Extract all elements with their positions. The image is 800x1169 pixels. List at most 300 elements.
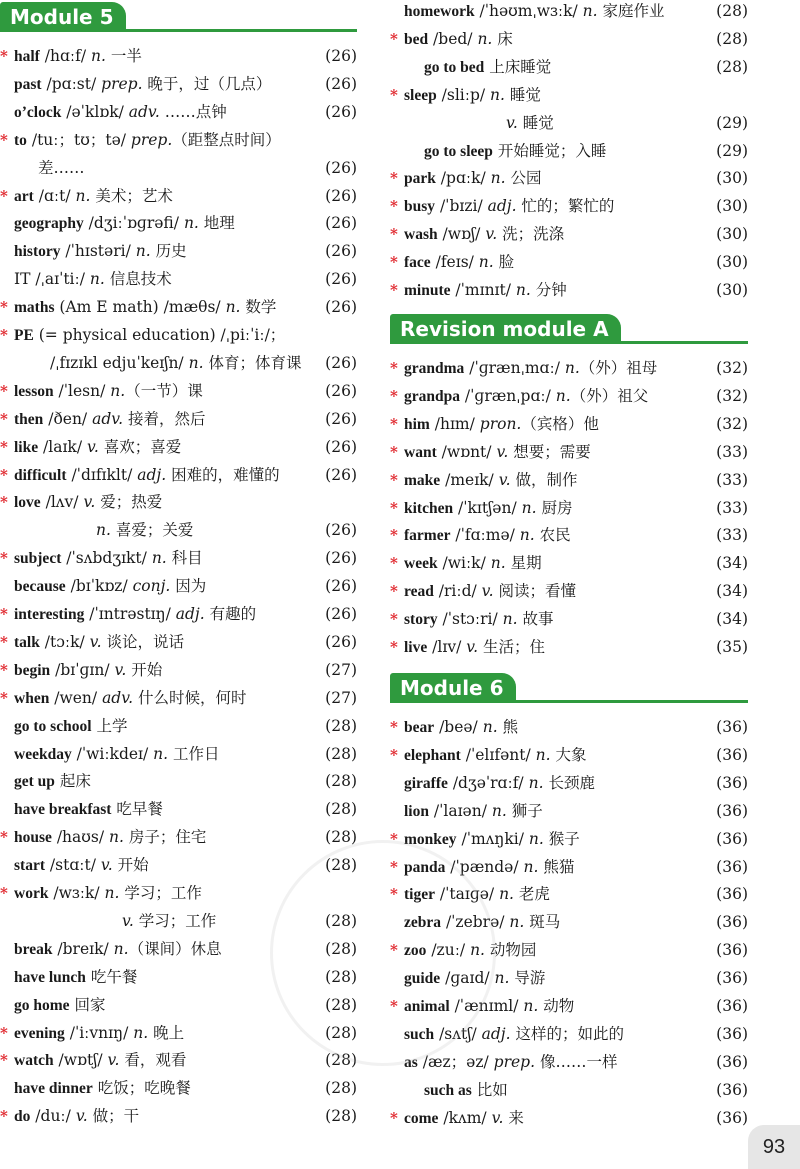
phonetic: /ˈænɪml/: [449, 997, 524, 1015]
page-reference: (36): [716, 941, 748, 960]
headword: begin: [14, 661, 51, 679]
vocab-entry: [390, 634, 748, 660]
page-reference: (26): [325, 381, 357, 400]
heading-rule: [0, 29, 357, 32]
page-reference: (33): [716, 442, 748, 461]
definition: 吃午餐: [90, 967, 138, 986]
definition: 地理: [198, 214, 235, 233]
vocab-entry: [0, 462, 357, 488]
phonetic: /tɔːk/: [39, 632, 90, 651]
entry-text: [404, 770, 704, 797]
phonetic: /sʌtʃ/: [434, 1024, 482, 1043]
vocab-entry: [390, 54, 748, 80]
page-reference: (35): [716, 638, 748, 656]
phonetic: /wen/: [49, 688, 103, 707]
entry-text: [506, 110, 704, 137]
phonetic: /ðen/: [43, 409, 93, 428]
page-reference: (36): [716, 718, 748, 736]
headword: grandpa: [404, 387, 460, 405]
page-reference: (26): [325, 549, 357, 568]
vocab-entry: [390, 495, 748, 521]
definition: 熊: [497, 718, 519, 736]
phonetic: /beə/: [434, 718, 483, 736]
entry-text: [404, 714, 704, 741]
vocab-entry: [390, 798, 748, 824]
part-of-speech: prep.: [493, 1052, 536, 1071]
definition: 猴子: [543, 829, 580, 848]
phonetic: /lʌv/: [40, 493, 84, 512]
entry-text: [14, 629, 313, 656]
definition: （外）祖母: [579, 359, 658, 377]
page-reference: (36): [716, 885, 748, 904]
phonetic: /wɒʃ/: [437, 225, 486, 244]
entry-text: [14, 657, 313, 684]
part-of-speech: pron.: [479, 414, 522, 433]
page-reference: (28): [325, 856, 357, 875]
definition: 回家: [74, 995, 106, 1014]
definition: 老虎: [514, 885, 550, 904]
entry-text: [14, 462, 313, 489]
headword: such as: [424, 1081, 472, 1099]
vocab-entry: [390, 249, 748, 275]
headword: break: [14, 940, 53, 958]
part-of-speech: v.: [89, 632, 102, 651]
entry-text: [404, 798, 704, 825]
required-word-asterisk-icon: *: [390, 442, 398, 461]
required-word-asterisk-icon: *: [0, 1023, 8, 1042]
phonetic: /ɑːt/: [33, 186, 76, 205]
page-reference: (36): [716, 1024, 748, 1043]
definition: 看，观看: [119, 1051, 187, 1070]
definition: 动物: [538, 997, 575, 1015]
required-word-asterisk-icon: *: [0, 884, 8, 902]
vocab-entry: [390, 165, 748, 191]
part-of-speech: v.: [496, 442, 509, 461]
headword: zebra: [404, 914, 442, 932]
page-reference: (28): [325, 1023, 357, 1042]
headword: lion: [404, 802, 429, 820]
page-reference: (32): [716, 414, 748, 433]
part-of-speech: adj.: [487, 197, 517, 216]
headword: make: [404, 471, 441, 489]
entry-text: [404, 439, 704, 466]
required-word-asterisk-icon: *: [0, 605, 8, 623]
entry-text: [404, 411, 704, 438]
phonetic: /ˈlesn/: [53, 381, 111, 400]
headword: panda: [404, 858, 446, 876]
headword: art: [14, 187, 34, 205]
phonetic: /ˈelɪfənt/: [460, 745, 536, 764]
entry-text: [14, 601, 313, 628]
publisher-watermark: [270, 840, 496, 1066]
definition: 喜欢；喜爱: [98, 437, 182, 456]
part-of-speech: n.: [582, 2, 598, 20]
phonetic: /ˈmʌŋki/: [456, 829, 529, 848]
page-reference: (32): [716, 359, 748, 377]
entry-text: [404, 495, 704, 522]
definition: 星期: [505, 554, 542, 573]
definition: ……点钟: [159, 102, 227, 121]
headword: house: [14, 829, 52, 847]
part-of-speech: prep.: [130, 130, 173, 149]
entry-text: [14, 1103, 313, 1130]
page-reference: (36): [716, 969, 748, 988]
required-word-asterisk-icon: *: [390, 829, 398, 848]
phonetic: (Am E math) /mæθs/: [54, 298, 226, 317]
required-word-asterisk-icon: *: [0, 47, 8, 65]
vocab-entry: [0, 517, 357, 543]
definition: 差……: [38, 158, 85, 177]
page-reference: (32): [716, 386, 748, 405]
part-of-speech: n.: [494, 969, 510, 988]
definition: 有趣的: [204, 605, 257, 623]
entry-text: [404, 277, 704, 304]
required-word-asterisk-icon: *: [390, 941, 398, 960]
entry-text: [14, 434, 313, 461]
entry-text: [14, 936, 313, 963]
headword: weekday: [14, 745, 72, 763]
required-word-asterisk-icon: *: [390, 29, 398, 48]
page-reference: (33): [716, 498, 748, 517]
phonetic: /bɪˈkɒz/: [65, 577, 133, 596]
module-title: Module 6: [390, 673, 516, 703]
phonetic: /dʒəˈrɑːf/: [447, 773, 529, 792]
entry-text: [14, 210, 313, 237]
entry-text: [14, 852, 313, 879]
definition: 大象: [550, 745, 587, 764]
phonetic: /wiːk/: [437, 554, 491, 573]
entry-text: [14, 266, 313, 293]
entry-text: [14, 796, 313, 823]
page-reference: (36): [716, 1108, 748, 1127]
definition: 熊猫: [538, 857, 575, 876]
headword: love: [14, 494, 41, 512]
part-of-speech: v.: [466, 638, 479, 656]
phonetic: /wɜːk/: [48, 884, 105, 902]
definition: 农民: [534, 526, 571, 545]
entry-text: [14, 183, 313, 210]
phonetic: /ˈstɔːri/: [437, 610, 503, 629]
required-word-asterisk-icon: *: [390, 718, 398, 736]
entry-text: [404, 467, 704, 494]
vocab-entry: [0, 824, 357, 850]
definition: 生活；住: [478, 638, 546, 656]
entry-text: [14, 127, 313, 154]
page-reference: (28): [325, 772, 357, 791]
vocab-entry: [390, 221, 748, 247]
headword: to: [14, 131, 27, 149]
required-word-asterisk-icon: *: [0, 1107, 8, 1126]
page-reference: (36): [716, 745, 748, 764]
page-reference: (34): [716, 554, 748, 573]
page-reference: (26): [325, 74, 357, 93]
vocab-entry: [0, 71, 357, 97]
page-reference: (26): [325, 437, 357, 456]
part-of-speech: n.: [519, 526, 535, 545]
phonetic: /haʊs/: [51, 828, 109, 847]
required-word-asterisk-icon: *: [0, 130, 8, 149]
definition: 厨房: [536, 498, 573, 517]
part-of-speech: adj.: [481, 1024, 511, 1043]
part-of-speech: adv.: [128, 102, 160, 121]
phonetic: /kʌm/: [438, 1108, 492, 1127]
page-reference: (30): [716, 169, 748, 188]
headword: minute: [404, 282, 451, 299]
required-word-asterisk-icon: *: [0, 660, 8, 679]
vocab-entry: [390, 439, 748, 465]
vocab-entry: [390, 467, 748, 493]
headword: go to bed: [424, 58, 485, 76]
headword: work: [14, 885, 49, 902]
phonetic: /ˈfɑːmə/: [450, 526, 520, 545]
page-reference: (36): [716, 773, 748, 792]
definition: 喜爱；关爱: [110, 521, 194, 540]
definition: 起床: [59, 772, 91, 791]
phonetic: /ˈɡrænˌpɑː/: [460, 386, 556, 405]
phonetic: /bed/: [428, 29, 478, 48]
page-reference: (26): [325, 242, 357, 261]
definition: （课间）休息: [128, 939, 222, 958]
vocab-entry: [0, 768, 357, 794]
headword: then: [14, 410, 44, 428]
page-reference: (28): [325, 967, 357, 986]
part-of-speech: n.: [482, 718, 498, 736]
phonetic: /dʒiːˈɒɡrəfi/: [83, 214, 184, 233]
headword: talk: [14, 633, 40, 651]
headword: difficult: [14, 466, 67, 484]
page-reference: (28): [325, 1079, 357, 1098]
part-of-speech: v.: [100, 856, 113, 875]
page-reference: (26): [325, 47, 357, 65]
definition: 吃饭；吃晚餐: [97, 1079, 191, 1098]
headword: like: [14, 438, 39, 456]
vocab-entry: [0, 434, 357, 460]
definition: 爱；热爱: [95, 493, 163, 512]
headword: subject: [14, 550, 62, 568]
headword: lesson: [14, 382, 54, 400]
required-word-asterisk-icon: *: [390, 414, 398, 433]
page-reference: (29): [716, 113, 748, 132]
definition: 上学: [96, 716, 128, 735]
entry-text: [424, 138, 704, 165]
page-reference: (28): [716, 57, 748, 76]
entry-text: [424, 54, 704, 81]
headword: him: [404, 415, 430, 433]
phonetic: /ˌfɪzɪkl edjuˈkeɪʃn/: [50, 353, 189, 372]
page-reference: (26): [325, 186, 357, 205]
entry-text: [14, 545, 313, 572]
page-number: 93: [748, 1125, 800, 1169]
part-of-speech: n.: [183, 214, 199, 233]
part-of-speech: adv.: [102, 688, 134, 707]
part-of-speech: v.: [491, 1108, 504, 1127]
headword: story: [404, 611, 438, 629]
entry-text: [404, 1049, 704, 1076]
entry-text: [14, 99, 313, 126]
headword: history: [14, 243, 61, 261]
phonetic: /ˈbɪzi/: [435, 197, 488, 216]
entry-text: [14, 992, 313, 1019]
headword: week: [404, 555, 438, 573]
page-reference: (30): [716, 225, 748, 244]
headword: geography: [14, 215, 84, 233]
entry-text: [404, 82, 704, 109]
required-word-asterisk-icon: *: [0, 326, 8, 344]
definition: 开始睡觉；入睡: [497, 141, 607, 160]
vocab-entry: [0, 1103, 357, 1129]
phonetic: IT /ˌaɪˈtiː/: [14, 270, 90, 289]
page-reference: (26): [325, 353, 357, 372]
entry-text: [404, 826, 704, 853]
part-of-speech: n.: [509, 913, 525, 932]
entry-text: [14, 1075, 313, 1102]
part-of-speech: n.: [188, 353, 204, 372]
entry-text: [424, 1077, 704, 1104]
phonetic: /zuː/: [426, 941, 471, 960]
headword: start: [14, 857, 45, 875]
vocab-entry: [0, 183, 357, 209]
part-of-speech: n.: [477, 29, 493, 48]
entry-text: [404, 249, 704, 276]
phonetic: /hɪm/: [429, 414, 480, 433]
definition: 床: [492, 29, 513, 48]
entry-text: [404, 606, 704, 633]
required-word-asterisk-icon: *: [0, 409, 8, 428]
headword: bear: [404, 719, 435, 736]
part-of-speech: n.: [502, 610, 518, 629]
headword: o’clock: [14, 103, 62, 121]
definition: 做，制作: [510, 470, 578, 489]
required-word-asterisk-icon: *: [390, 470, 398, 489]
part-of-speech: n.: [491, 801, 507, 820]
part-of-speech: n.: [523, 997, 539, 1015]
part-of-speech: v.: [481, 582, 494, 601]
vocab-entry: [0, 657, 357, 683]
phonetic: /meɪk/: [440, 470, 499, 489]
page-reference: (30): [716, 281, 748, 299]
definition: 晚上: [148, 1023, 185, 1042]
phonetic: /ˈwiːkdeɪ/: [71, 744, 154, 763]
definition: 阅读；看懂: [493, 582, 576, 601]
headword: wash: [404, 226, 438, 244]
part-of-speech: n.: [133, 1023, 149, 1042]
headword: sleep: [404, 86, 437, 104]
entry-text: [38, 155, 313, 182]
phonetic: /ˈpændə/: [445, 857, 524, 876]
part-of-speech: n.: [528, 773, 544, 792]
headword: maths: [14, 299, 55, 317]
page-reference: (28): [325, 744, 357, 763]
definition: 动物园: [484, 941, 537, 960]
headword: grandma: [404, 360, 465, 377]
headword: live: [404, 639, 428, 656]
vocab-entry: [0, 1075, 357, 1101]
definition: 开始: [126, 660, 163, 679]
required-word-asterisk-icon: *: [390, 386, 398, 405]
headword: park: [404, 170, 436, 188]
part-of-speech: adj.: [175, 605, 205, 623]
module-title: Revision module A: [390, 314, 621, 344]
vocab-entry: [0, 266, 357, 292]
part-of-speech: adv.: [92, 409, 124, 428]
vocab-entry: [0, 210, 357, 236]
vocab-entry: [0, 685, 357, 711]
vocab-entry: [0, 155, 357, 181]
part-of-speech: n.: [490, 169, 506, 188]
page-reference: (28): [325, 1051, 357, 1070]
headword: guide: [404, 970, 441, 988]
headword: busy: [404, 198, 436, 216]
definition: 开始: [112, 856, 149, 875]
part-of-speech: n.: [151, 549, 167, 568]
phonetic: /stɑːt/: [45, 856, 101, 875]
phonetic: /wɒnt/: [436, 442, 497, 461]
vocab-entry: [0, 99, 357, 125]
vocab-entry: [390, 714, 748, 740]
definition: 像……一样: [535, 1052, 618, 1071]
phonetic: /pɑːk/: [435, 169, 491, 188]
headword: animal: [404, 998, 450, 1015]
definition: 比如: [476, 1080, 508, 1099]
phonetic: /ˈmɪnɪt/: [450, 281, 516, 299]
part-of-speech: n.: [515, 281, 531, 299]
definition: 晚于，过（几点）: [142, 74, 272, 93]
vocab-entry: [0, 601, 357, 627]
vocab-entry: [0, 741, 357, 767]
phonetic: /feɪs/: [430, 253, 479, 272]
definition: 学习；工作: [133, 911, 217, 930]
headword: half: [14, 48, 40, 65]
page-reference: (26): [325, 577, 357, 596]
heading-rule: [390, 700, 748, 703]
vocab-entry: [0, 545, 357, 571]
module-title: Module 5: [0, 2, 126, 32]
part-of-speech: n.: [89, 270, 105, 289]
page-reference: (26): [325, 632, 357, 651]
page-reference: (28): [325, 828, 357, 847]
phonetic: (= physical education) /ˌpiːˈiː/；: [33, 326, 286, 344]
definition: 这样的；如此的: [510, 1024, 624, 1043]
headword: past: [14, 75, 42, 93]
phonetic: /breɪk/: [52, 939, 114, 958]
page-reference: (26): [325, 521, 357, 540]
vocab-entry: [390, 522, 748, 548]
required-word-asterisk-icon: *: [390, 85, 398, 104]
vocab-entry: [390, 578, 748, 604]
part-of-speech: v.: [75, 1107, 88, 1126]
phonetic: /hɑːf/: [39, 47, 92, 65]
page-reference: (28): [325, 716, 357, 735]
page-reference: (28): [716, 2, 748, 20]
part-of-speech: adj.: [137, 465, 167, 484]
headword: kitchen: [404, 499, 454, 517]
phonetic: /æz；əz/: [417, 1052, 494, 1071]
definition: 数学: [240, 298, 277, 317]
page-reference: (27): [325, 688, 357, 707]
definition: 来: [503, 1108, 524, 1127]
part-of-speech: n.: [91, 47, 106, 65]
headword: face: [404, 254, 431, 272]
definition: 洗；洗涤: [497, 225, 565, 244]
phonetic: /əˈklɒk/: [61, 102, 129, 121]
definition: 脸: [493, 253, 515, 272]
headword: tiger: [404, 886, 435, 904]
headword: have lunch: [14, 968, 86, 986]
part-of-speech: n.: [470, 941, 485, 960]
page-reference: (29): [716, 141, 748, 160]
phonetic: /ˈlaɪən/: [428, 801, 492, 820]
required-word-asterisk-icon: *: [390, 554, 398, 573]
